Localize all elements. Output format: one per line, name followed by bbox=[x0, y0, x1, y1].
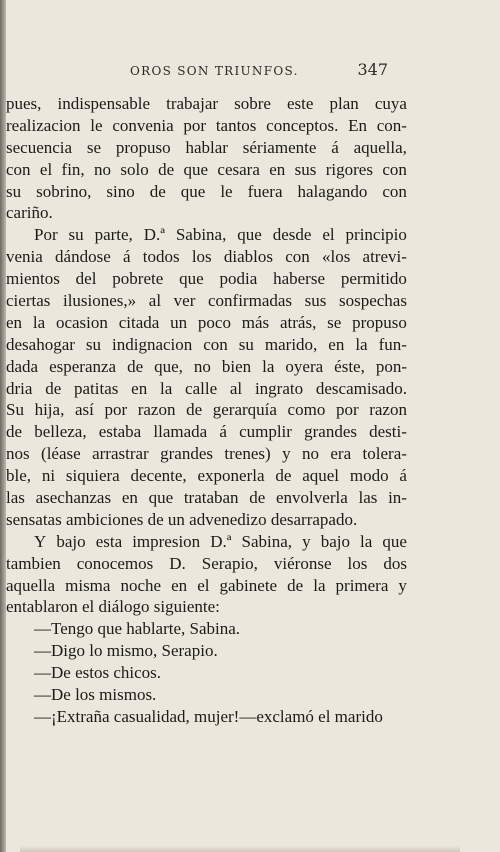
dialogue-line: —Digo lo mismo, Serapio. bbox=[34, 641, 218, 661]
paragraph-line: pues, indispensable trabajar sobre este plan cuya bbox=[6, 94, 407, 113]
dialogue-line: —¡Extraña casualidad, mujer!—exclamó el marido bbox=[34, 706, 383, 726]
paragraph-line: realizacion le convenia por tantos conceptos. En con- bbox=[6, 115, 407, 135]
dialogue-line: —De los mismos. bbox=[34, 685, 157, 705]
paragraph-line: las asechanzas en que trataban de envolverla las in- bbox=[6, 488, 407, 508]
paragraph-line: ble, ni siquiera decente, exponerla de aquel modo á bbox=[6, 466, 407, 486]
paragraph-line: con el fin, no solo de que cesara en sus rigores con bbox=[6, 159, 407, 179]
paragraph-line: aquella misma noche en el gabinete de la primera y bbox=[6, 575, 407, 595]
running-title: OROS SON TRIUNFOS. bbox=[130, 64, 299, 78]
paragraph-line: mientos del pobrete que podia haberse permitido bbox=[6, 269, 407, 289]
page-bottom-edge bbox=[20, 846, 460, 852]
running-head bbox=[0, 60, 500, 84]
paragraph-line: Por su parte, D.ª Sabina, que desde el principio bbox=[34, 225, 407, 245]
paragraph-line: cariño. bbox=[6, 203, 53, 223]
paragraph-line: desahogar su indignacion con su marido, en la fun- bbox=[6, 334, 407, 354]
paragraph-line: ciertas ilusiones,» al ver confirmadas sus sospechas bbox=[6, 291, 407, 311]
body-text bbox=[6, 93, 407, 728]
paragraph-line: secuencia se propuso hablar sériamente á aquella, bbox=[6, 137, 407, 157]
paragraph-line: Y bajo esta impresion D.ª Sabina, y bajo la que bbox=[34, 531, 407, 551]
paragraph-line: tambien conocemos D. Serapio, viéronse los dos bbox=[6, 553, 407, 573]
dialogue-line: —De estos chicos. bbox=[34, 663, 162, 683]
paragraph-line: sensatas ambiciones de un advenedizo desarrapado. bbox=[6, 509, 358, 529]
paragraph-line: de belleza, estaba llamada á cumplir grandes desti- bbox=[6, 422, 407, 442]
paragraph-line: nos (léase arrastrar grandes trenes) y no era tolera- bbox=[6, 444, 407, 464]
paragraph-line: en la ocasion citada un poco más atrás, se propuso bbox=[6, 312, 407, 332]
paragraph-line: Su hija, así por razon de gerarquía como por razon bbox=[6, 400, 407, 420]
paragraph-line: dada esperanza de que, no bien la oyera éste, pon- bbox=[6, 356, 407, 376]
paragraph-line: dria de patitas en la calle al ingrato descamisado. bbox=[6, 378, 407, 398]
paragraph-line: su sobrino, sino de que le fuera halagando con bbox=[6, 181, 407, 201]
paragraph-line: entablaron el diálogo siguiente: bbox=[6, 597, 220, 617]
paragraph-line: venia dándose á todos los diablos con «los atrevi- bbox=[6, 247, 407, 267]
dialogue-line: —Tengo que hablarte, Sabina. bbox=[34, 619, 241, 639]
page-number: 347 bbox=[357, 60, 388, 79]
